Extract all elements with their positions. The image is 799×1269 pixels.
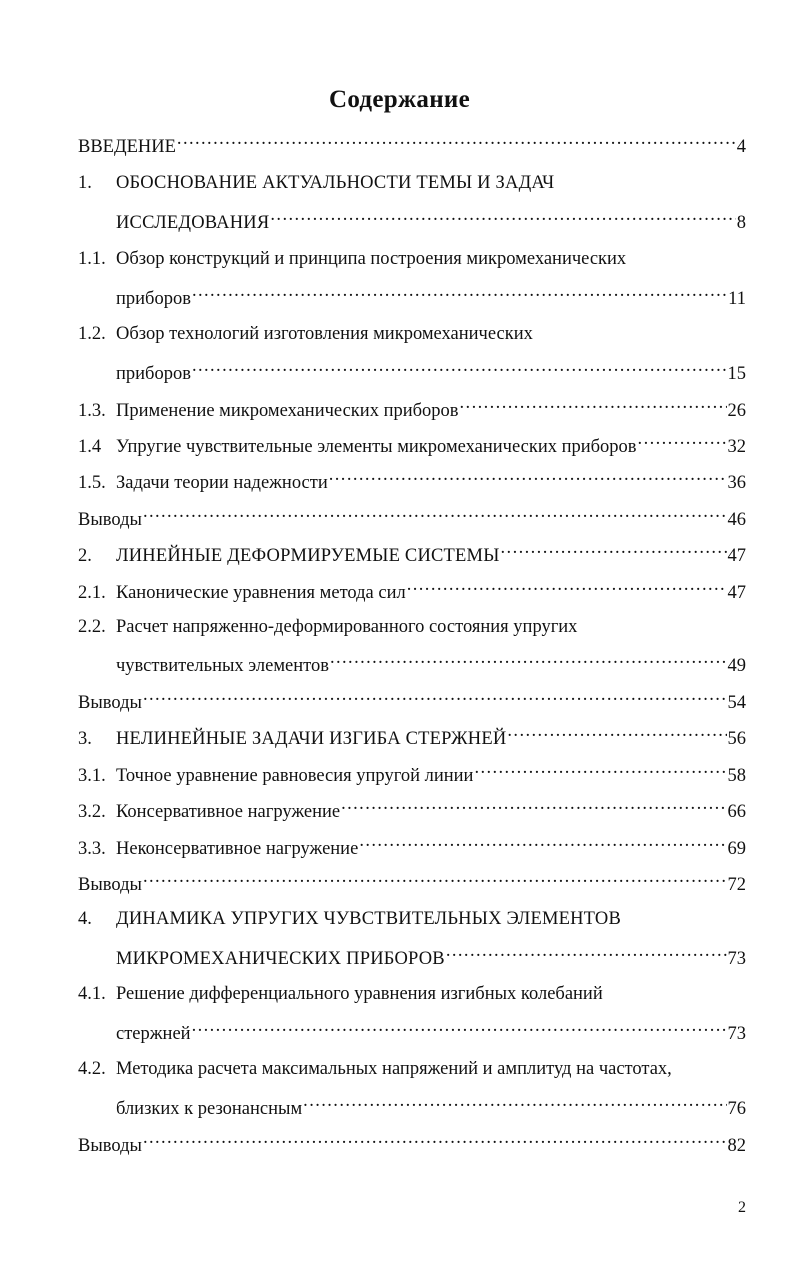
toc-leader-dots: [460, 396, 727, 416]
toc-entry-title: Выводы: [78, 875, 142, 895]
toc-entry-title: стержней: [116, 1024, 191, 1044]
toc-entry-title: Консервативное нагружение: [116, 802, 341, 822]
toc-entry: [78, 468, 746, 494]
toc-entry: [78, 578, 746, 604]
toc-entry: [116, 208, 746, 234]
toc-entry: [116, 651, 746, 677]
toc-entry: [78, 797, 746, 823]
toc-leader-dots: [330, 651, 727, 671]
toc-entry-title: Применение микромеханических приборов: [116, 401, 459, 421]
toc-leader-dots: [329, 468, 727, 488]
toc-leader-dots: [474, 761, 726, 781]
toc-leader-dots: [177, 132, 736, 152]
toc-entry: [78, 396, 746, 422]
toc-entry-number: 3.1.: [78, 766, 106, 786]
toc-entry-title: Выводы: [78, 510, 142, 530]
toc-entry: [78, 1131, 746, 1157]
toc-entry: [78, 541, 746, 567]
toc-entry: [78, 321, 746, 347]
toc-entry: [78, 132, 746, 158]
toc-entry: [116, 1094, 746, 1120]
toc-entry: [78, 834, 746, 860]
toc-entry-number: 3.3.: [78, 839, 106, 859]
toc-entry: [78, 688, 746, 714]
toc-leader-dots: [192, 1019, 727, 1039]
toc-entry-page: 8: [736, 213, 746, 233]
toc-entry-number: 4.1.: [78, 984, 106, 1004]
toc-entry-title: ДИНАМИКА УПРУГИХ ЧУВСТВИТЕЛЬНЫХ ЭЛЕМЕНТОВ: [116, 909, 622, 929]
toc-entry-number: 3.: [78, 729, 92, 749]
toc-entry-page: 47: [727, 546, 746, 566]
toc-leader-dots: [507, 724, 726, 744]
toc-entry-number: 1.3.: [78, 401, 106, 421]
toc-entry-title: НЕЛИНЕЙНЫЕ ЗАДАЧИ ИЗГИБА СТЕРЖНЕЙ: [116, 729, 507, 749]
toc-entry-page: 15: [727, 364, 746, 384]
toc-entry-number: 2.2.: [78, 617, 106, 637]
toc-entry-page: 56: [727, 729, 746, 749]
toc-entry-title: Выводы: [78, 693, 142, 713]
toc-leader-dots: [341, 797, 726, 817]
toc-entry-title: ВВЕДЕНИЕ: [78, 137, 176, 157]
toc-entry-number: 1.1.: [78, 249, 106, 269]
toc-entry: [116, 284, 746, 310]
toc-leader-dots: [143, 1131, 727, 1151]
toc-leader-dots: [143, 505, 727, 525]
toc-entry-number: 4.2.: [78, 1059, 106, 1079]
toc-entry-number: 2.: [78, 546, 92, 566]
toc-entry-title: Канонические уравнения метода сил: [116, 583, 406, 603]
toc-leader-dots: [446, 944, 727, 964]
toc-entry-page: 36: [727, 473, 746, 493]
toc-leader-dots: [270, 208, 735, 228]
toc-entry-page: 26: [727, 401, 746, 421]
toc-entry: [78, 981, 746, 1007]
toc-entry-page: 72: [727, 875, 746, 895]
toc-entry-title: МИКРОМЕХАНИЧЕСКИХ ПРИБОРОВ: [116, 949, 445, 969]
toc-entry-title: приборов: [116, 364, 191, 384]
toc-leader-dots: [143, 870, 727, 890]
toc-entry-page: 82: [727, 1136, 746, 1156]
toc-entry: [116, 359, 746, 385]
toc-entry-title: Обзор технологий изготовления микромеханических: [116, 324, 533, 344]
toc-entry-page: 73: [727, 1024, 746, 1044]
toc-entry-title: Решение дифференциального уравнения изгибных колебаний: [116, 984, 603, 1004]
toc-entry-page: 4: [736, 137, 746, 157]
toc-entry: [78, 870, 746, 896]
toc-entry: [78, 1056, 746, 1082]
toc-entry-title: приборов: [116, 289, 191, 309]
toc-entry-title: Задачи теории надежности: [116, 473, 328, 493]
toc-leader-dots: [192, 284, 727, 304]
toc-entry-number: 2.1.: [78, 583, 106, 603]
toc-leader-dots: [638, 432, 727, 452]
toc-entry-title: Неконсервативное нагружение: [116, 839, 359, 859]
toc-entry: [78, 246, 746, 272]
toc-leader-dots: [359, 834, 726, 854]
toc-entry-page: 73: [727, 949, 746, 969]
toc-leader-dots: [407, 578, 727, 598]
toc-entry-page: 54: [727, 693, 746, 713]
toc-leader-dots: [303, 1094, 726, 1114]
toc-leader-dots: [501, 541, 727, 561]
toc-entry-page: 32: [727, 437, 746, 457]
toc-entry-title: Расчет напряженно-деформированного состояния упругих: [116, 617, 578, 637]
toc-entry-page: 69: [727, 839, 746, 859]
toc-leader-dots: [143, 688, 727, 708]
toc-entry-title: близких к резонансным: [116, 1099, 303, 1119]
toc-entry-title: Выводы: [78, 1136, 142, 1156]
toc-entry-title: Обзор конструкций и принципа построения микромеханических: [116, 249, 627, 269]
toc-entry: [78, 170, 746, 196]
toc-entry-number: 1.: [78, 173, 92, 193]
toc-entry: [116, 1019, 746, 1045]
toc-entry-page: 76: [727, 1099, 746, 1119]
toc-entry: [78, 906, 746, 932]
toc-entry-title: ИССЛЕДОВАНИЯ: [116, 213, 270, 233]
toc-entry-page: 49: [727, 656, 746, 676]
toc-entry-page: 58: [727, 766, 746, 786]
toc-entry: [78, 761, 746, 787]
toc-entry-number: 3.2.: [78, 802, 106, 822]
page-title: Содержание: [328, 86, 470, 113]
toc-leader-dots: [192, 359, 727, 379]
page-number: 2: [738, 1199, 746, 1216]
toc-entry-number: 1.4: [78, 437, 102, 457]
toc-entry-page: 47: [727, 583, 746, 603]
toc-entry: [116, 944, 746, 970]
toc-entry-number: 1.2.: [78, 324, 106, 344]
toc-entry-title: чувствительных элементов: [116, 656, 329, 676]
toc-entry: [78, 432, 746, 458]
toc-entry-number: 1.5.: [78, 473, 106, 493]
toc-entry-title: ЛИНЕЙНЫЕ ДЕФОРМИРУЕМЫЕ СИСТЕМЫ: [116, 546, 500, 566]
toc-entry: [78, 505, 746, 531]
toc-entry: [78, 614, 746, 640]
toc-entry-title: ОБОСНОВАНИЕ АКТУАЛЬНОСТИ ТЕМЫ И ЗАДАЧ: [116, 173, 555, 193]
toc-entry-page: 66: [727, 802, 746, 822]
toc-entry-title: Точное уравнение равновесия упругой линии: [116, 766, 474, 786]
toc-entry-page: 11: [728, 289, 746, 309]
toc-entry-number: 4.: [78, 909, 92, 929]
toc-entry-title: Упругие чувствительные элементы микромеханических приборов: [116, 437, 637, 457]
toc-entry: [78, 724, 746, 750]
toc-entry-title: Методика расчета максимальных напряжений и амплитуд на частотах,: [116, 1059, 672, 1079]
toc-entry-page: 46: [727, 510, 746, 530]
